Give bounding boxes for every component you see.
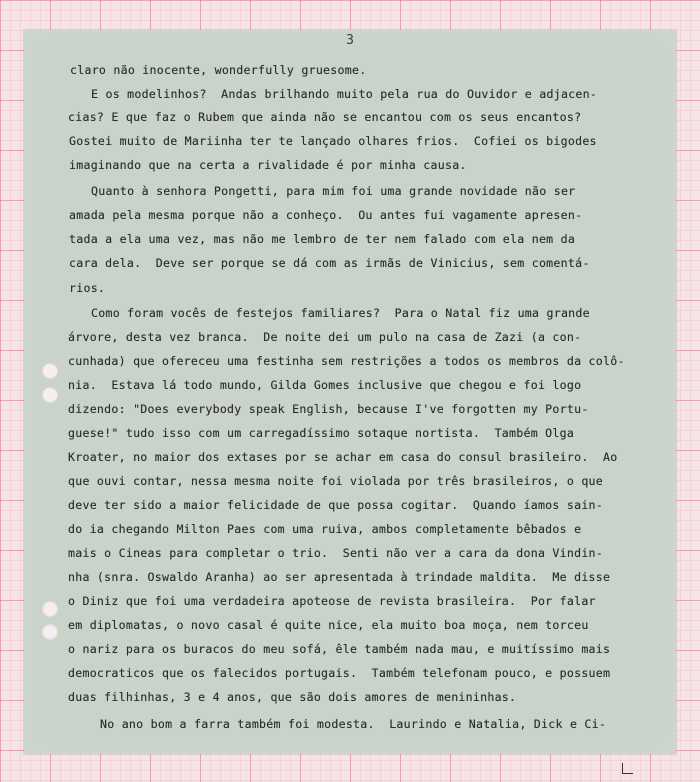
text-line: nia. Estava lá todo mundo, Gilda Gomes inclusive que chegou e foi logo (68, 378, 582, 392)
text-line: guese!" tudo isso com um carregadíssimo sotaque nortista. Também Olga (68, 426, 575, 440)
text-line: mais o Cineas para completar o trio. Senti não ver a cara da dona Vindin- (68, 546, 604, 560)
text-line: claro não inocente, wonderfully gruesome. (70, 63, 367, 77)
punch-hole (42, 387, 58, 403)
typewritten-page (24, 30, 676, 754)
text-line: E os modelinhos? Andas brilhando muito pela rua do Ouvidor e adjacen- (91, 87, 598, 101)
text-line: imaginando que na certa a rivalidade é por minha causa. (69, 158, 467, 172)
text-line: democraticos que os falecidos portugais. Também telefonam pouco, e possuem (68, 666, 611, 680)
text-line: árvore, desta vez branca. De noite dei um pulo na casa de Zazi (a con- (68, 330, 582, 344)
text-line: cias? E que faz o Rubem que ainda não se encantou com os seus encantos? (68, 110, 582, 124)
punch-hole (42, 363, 58, 379)
text-line: cara dela. Deve ser porque se dá com as irmãs de Vinicius, sem comentá- (69, 256, 590, 270)
text-line: o Diniz que foi uma verdadeira apoteose de revista brasileira. Por falar (68, 594, 596, 608)
page-number: 3 (346, 33, 354, 48)
text-line: Como foram vocês de festejos familiares? Para o Natal fiz uma grande (91, 306, 590, 320)
text-line: amada pela mesma porque não a conheço. Ou antes fui vagamente apresen- (69, 208, 583, 222)
text-line: nha (snra. Oswaldo Aranha) ao ser apresentada à trindade maldita. Me disse (68, 570, 611, 584)
text-line: Kroater, no maior dos extases por se achar em casa do consul brasileiro. Ao (68, 450, 618, 464)
punch-hole (42, 601, 58, 617)
text-line: do ia chegando Milton Paes com uma ruiva, ambos completamente bêbados e (68, 522, 582, 536)
text-line: No ano bom a farra também foi modesta. Laurindo e Natalia, Dick e Ci- (100, 717, 607, 731)
corner-mark (622, 763, 633, 774)
punch-hole (42, 624, 58, 640)
letter-body (24, 30, 676, 754)
text-line: tada a ela uma vez, mas não me lembro de ter nem falado com ela nem da (69, 232, 576, 246)
text-line: cunhada) que ofereceu uma festinha sem restrições a todos os membros da colô- (68, 354, 625, 368)
text-line: dizendo: "Does everybody speak English, because I've forgotten my Portu- (68, 402, 589, 416)
text-line: duas filhinhas, 3 e 4 anos, que são dois amores de menininhas. (68, 690, 517, 704)
text-line: em diplomatas, o novo casal é quite nice, ela muito boa moça, nem torceu (68, 618, 589, 632)
text-line: Gostei muito de Mariinha ter te lançado olhares frios. Cofiei os bigodes (69, 134, 597, 148)
text-line: que ouvi contar, nessa mesma noite foi violada por três brasileiros, o que (68, 474, 604, 488)
text-line: deve ter sido a maior felicidade de que possa cogitar. Quando íamos sain- (68, 498, 604, 512)
text-line: rios. (69, 281, 106, 295)
text-line: o nariz para os buracos do meu sofá, êle também nada mau, e muitíssimo mais (68, 642, 611, 656)
text-line: Quanto à senhora Pongetti, para mim foi uma grande novidade não ser (91, 184, 576, 198)
